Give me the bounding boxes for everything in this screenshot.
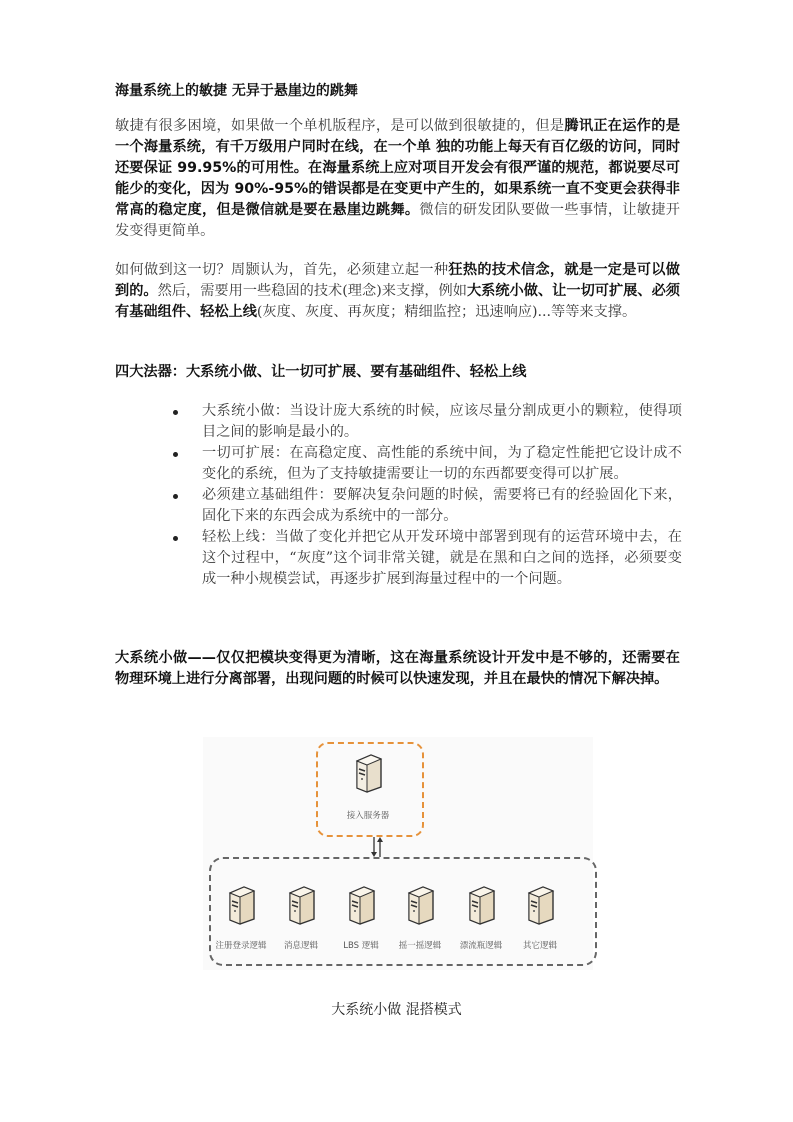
bidirectional-arrow-icon [370,835,384,859]
server-icon [405,885,435,925]
p2-seg-4: (灰度、灰度、再灰度；精细监控；迅速响应)...等等来支撑。 [256,304,637,320]
server-icon [346,885,376,925]
server-label: 消息逻辑 [283,941,318,951]
p1-seg-0: 敏捷有很多困境，如果做一个单机版程序，是可以做到很敏捷的，但是 [115,118,565,134]
access-server-label: 接入服务器 [346,811,390,821]
server-icon [226,885,256,925]
list-item [170,485,682,527]
bullet-icon [173,410,178,415]
paragraph-1 [115,116,680,242]
p3-bold-text: 大系统小做——仅仅把模块变得更为清晰，这在海量系统设计开发中是不够的，还需要在物理环境上进行分离部署，出现问题的时候可以快速发现，并且在最快的情况下解决掉。 [115,650,680,687]
list-item [170,401,682,443]
list-item-text: 一切可扩展：在高稳定度、高性能的系统中间，为了稳定性能把它设计成不变化的系统，但为了支持敏捷需要让一切的东西都要变得可以扩展。 [202,445,682,482]
bullet-icon [173,494,178,499]
bullet-icon [173,452,178,457]
server-label: 漂流瓶逻辑 [459,941,503,951]
architecture-diagram [203,737,593,970]
p2-seg-1-bold: 狂热的技术信念，就是一定是可以做到的。 [115,262,680,299]
bullet-icon [173,536,178,541]
p1-seg-2: 微信的研发团队要做一些事情，让敏捷开发变得更简单。 [115,202,680,239]
server-label: 其它逻辑 [522,941,557,951]
list-item-text: 大系统小做：当设计庞大系统的时候，应该尽量分割成更小的颗粒，使得项目之间的影响是最小的。 [202,403,682,440]
access-server-icon [353,753,383,793]
server-icon [525,885,555,925]
server-label: LBS 逻辑 [343,941,379,951]
section-heading: 四大法器：大系统小做、让一切可扩展、要有基础组件、轻松上线 [115,364,527,380]
paragraph-2 [115,260,680,323]
list-item-text: 轻松上线：当做了变化并把它从开发环境中部署到现有的运营环境中去，在这个过程中，“灰度”这个词非常关键，就是在黑和白之间的选择，必须要变成一种小规模尝试，再逐步扩展到海量过程中的一个问题。 [202,529,682,587]
paragraph-3 [115,648,680,690]
server-icon [466,885,496,925]
list-item-text: 必须建立基础组件：要解决复杂问题的时候，需要将已有的经验固化下来，固化下来的东西会成为系统中的一部分。 [202,487,682,524]
p2-seg-2: 然后，需要用一些稳固的技术(理念)来支撑，例如 [157,283,467,299]
document-title: 海量系统上的敏捷 无异于悬崖边的跳舞 [115,83,358,99]
server-label: 摇一摇逻辑 [398,941,442,951]
p1-seg-1-bold: 腾讯正在运作的是一个海量系统，有千万级用户同时在线，在一个单 独的功能上每天有百亿级的访问，同时还要保证 99.95%的可用性。在海量系统上应对项目开发会有很严谨的规范，都说要尽可能少的变化，因为 90%-95%的错误都是在变更中产生的，如果系统一直不变更会获得非常高的稳定度，但是微信就是要在悬崖边跳舞。 [115,118,680,218]
p2-seg-0: 如何做到这一切？周颢认为，首先，必须建立起一种 [115,262,449,278]
list-item [170,527,682,590]
list-item [170,443,682,485]
p2-seg-3-bold: 大系统小做、让一切可扩展、必须有基础组件、轻松上线 [115,283,680,320]
server-label: 注册登录逻辑 [215,941,267,951]
server-icon [286,885,316,925]
figure-caption: 大系统小做 混搭模式 [331,1002,462,1018]
bullet-list [170,401,682,590]
